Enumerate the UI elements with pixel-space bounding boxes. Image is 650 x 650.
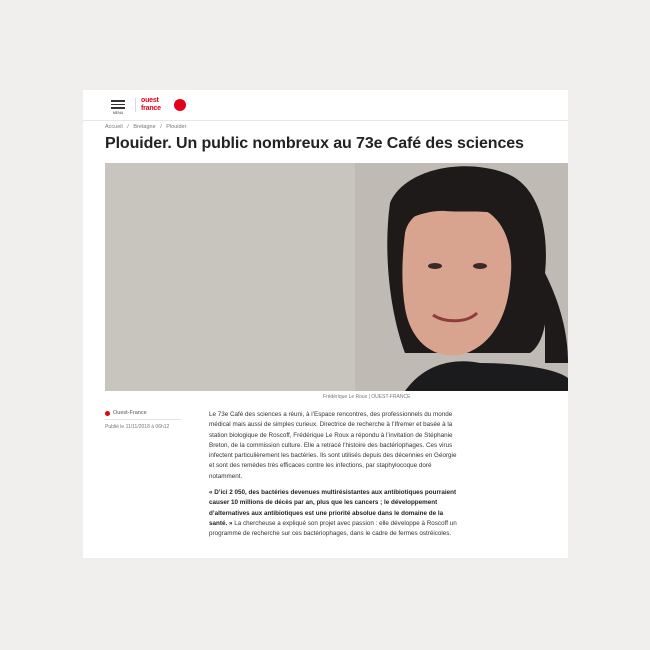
hamburger-icon xyxy=(111,100,125,102)
source-name[interactable]: Ouest-France xyxy=(113,410,147,416)
article-title: Plouider. Un public nombreux au 73e Café des sciences xyxy=(105,135,524,152)
logo-line-2: france xyxy=(141,104,161,112)
breadcrumb-item-bretagne[interactable]: Bretagne xyxy=(133,124,156,130)
breadcrumb-item-accueil[interactable]: Accueil xyxy=(105,124,123,130)
logo-text xyxy=(141,97,161,112)
source-row xyxy=(105,410,185,416)
ouest-france-logo[interactable] xyxy=(141,97,191,113)
article-photo[interactable] xyxy=(105,163,568,391)
logo-line-1: ouest xyxy=(141,97,159,104)
article-paragraph-2 xyxy=(209,488,457,539)
publish-date: Publié le 11/11/2018 à 06h12 xyxy=(105,424,170,430)
article-meta xyxy=(105,410,185,430)
portrait-illustration xyxy=(105,163,568,391)
photo-credit: Frédérique Le Roux | OUEST-FRANCE xyxy=(323,394,411,400)
meta-divider xyxy=(105,419,181,420)
hamburger-icon-bar xyxy=(111,104,125,106)
article-quote: « D’ici 2 050, des bactéries devenues multirésistantes aux antibiotiques pourraient causer 10 millions de décès par an, plus que les cancers ; le développement d’alternatives aux antibiotiques est une priorité absolue dans le domaine de la santé. » xyxy=(209,489,457,527)
source-dot-icon xyxy=(105,411,110,416)
breadcrumb xyxy=(105,124,189,130)
menu-label: MENU xyxy=(112,110,124,115)
header-divider xyxy=(135,98,136,112)
breadcrumb-item-plouider[interactable]: Plouider xyxy=(166,124,187,130)
breadcrumb-separator: / xyxy=(127,124,129,130)
article-card xyxy=(83,90,568,558)
menu-button[interactable] xyxy=(111,100,125,115)
hamburger-icon-bar xyxy=(111,107,125,109)
site-header xyxy=(83,90,568,121)
article-body xyxy=(209,410,457,546)
article-paragraph-2-text: La chercheuse a expliqué son projet avec passion : elle développe à Roscoff un programme de recherche sur ces bactériophages, dans le cadre de fermes ostréicoles. xyxy=(209,519,457,538)
breadcrumb-separator: / xyxy=(160,124,162,130)
logo-circle-icon xyxy=(174,99,186,111)
article-paragraph-1: Le 73e Café des sciences a réuni, à l’Espace rencontres, des professionnels du monde médical mais aussi de simples curieux. Directrice de recherche à l’Ifremer et basée à la station biologique de Roscoff, Frédérique Le Roux a répondu à l’invitation de Stéphanie Breton, de la commission culture. Elle a retracé l’histoire des bactériophages. Ces virus infectent particulièrement les bactéries. Ils sont utilisés depuis des décennies en Géorgie et sont des remèdes très efficaces contre les infections, par staphylocoque doré notamment. xyxy=(209,411,457,480)
